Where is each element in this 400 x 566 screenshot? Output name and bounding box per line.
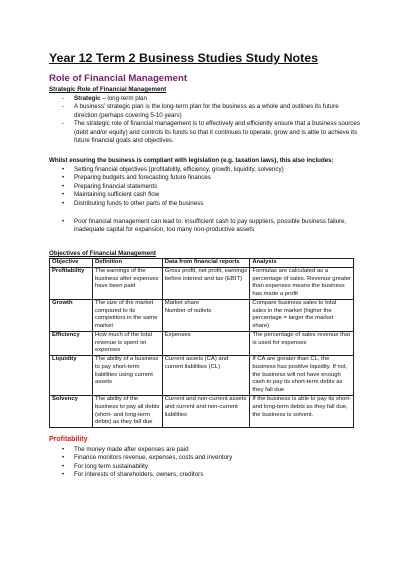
bullet-icon: • bbox=[62, 182, 65, 190]
bullet-icon: • bbox=[62, 446, 65, 453]
list-item-text: Finance monitors revenue, expenses, costs and inventory bbox=[74, 454, 233, 462]
page-title: Year 12 Term 2 Business Studies Study Notes bbox=[49, 51, 319, 65]
list-item-text: For interests of shareholders, owners, creditors bbox=[74, 471, 204, 479]
list-item-text: Preparing budgets and forecasting future finances bbox=[74, 174, 211, 182]
table-cell-objective: Profitability bbox=[50, 268, 93, 300]
table-header-row bbox=[50, 259, 354, 268]
bullet-icon: • bbox=[62, 166, 65, 173]
table-cell: The percentage of sales revenue that is used for expenses bbox=[250, 332, 354, 356]
list-item-text: Preparing financial statements bbox=[74, 182, 158, 190]
table-cell: The ability of a business to pay short-term liabilities using current assets bbox=[92, 356, 162, 396]
list-item bbox=[62, 454, 362, 462]
list-item-text: Distributing funds to other parts of the business bbox=[74, 199, 204, 207]
dash-marker: - bbox=[62, 120, 65, 128]
list-item-text: Maintaining sufficient cash flow bbox=[74, 191, 160, 199]
objectives-heading: Objectives of Financial Management bbox=[49, 250, 156, 257]
dash-marker: - bbox=[62, 95, 65, 102]
dash-marker: - bbox=[62, 103, 65, 111]
bullet-icon: • bbox=[62, 174, 65, 182]
table-cell: Current and non-current assets and current and non-current liabilities bbox=[162, 396, 250, 428]
list-item-text: Setting financial objectives (profitability, efficiency, growth, liquidity, solvency) bbox=[74, 166, 284, 173]
table-cell-objective: Solvency bbox=[50, 396, 93, 428]
table-cell: Compare business sales to total sales in the market (higher the percentage = larger the market share) bbox=[250, 300, 354, 332]
list-item bbox=[62, 446, 362, 454]
table-cell: Current assets (CA) and current liabilities (CL) bbox=[162, 356, 250, 396]
poor-management-note bbox=[62, 218, 362, 235]
list-item-text: The money made after expenses are paid bbox=[74, 446, 189, 453]
table-header-cell: Objective bbox=[50, 259, 93, 268]
list-item-text: – long-term plan bbox=[100, 95, 147, 102]
role-heading: Role of Financial Management bbox=[49, 73, 188, 84]
table-header-cell: Analysis bbox=[250, 259, 354, 268]
table-cell: If the business is able to pay its short- and long-term debts as they fall due, the business is solvent. bbox=[250, 396, 354, 428]
compliance-heading: Whilst ensuring the business is compliant with legislation (e.g. taxation laws), this also includes: bbox=[49, 157, 334, 164]
table-cell: Market share Number of outlets bbox=[162, 300, 250, 332]
list-item bbox=[62, 218, 362, 235]
table-cell: Gross profit, net profit, earnings before interest and tax (EBIT) bbox=[162, 268, 250, 300]
list-item bbox=[62, 471, 362, 479]
table-cell: If CA are greater than CL, the business has positive liquidity. If not, the business will not have enough cash to pay its short-term debts as they fall due bbox=[250, 356, 354, 396]
compliance-list bbox=[62, 166, 362, 208]
list-item bbox=[62, 183, 362, 191]
bullet-icon: • bbox=[62, 462, 65, 470]
list-item-text: The strategic role of financial management is to effectively and efficiently ensure that a business sources (debt and/or equity) and controls its funds so that it continues to operate, grow and is able to achieve its future financial goals and objectives. bbox=[74, 120, 360, 145]
table-header-cell: Definition bbox=[92, 259, 162, 268]
table-row bbox=[50, 268, 354, 300]
table-header-cell: Data from financial reports bbox=[162, 259, 250, 268]
list-item bbox=[62, 95, 362, 103]
bullet-icon: • bbox=[62, 199, 65, 207]
list-item bbox=[62, 120, 362, 145]
table-cell: The size of the market compared to its competitors in the same market bbox=[92, 300, 162, 332]
table-cell-objective: Efficiency bbox=[50, 332, 93, 356]
strategic-subheading: Strategic Role of Financial Management bbox=[49, 86, 167, 93]
list-item bbox=[62, 463, 362, 471]
table-row bbox=[50, 356, 354, 396]
list-item-bold: Strategic bbox=[74, 95, 101, 102]
table-row bbox=[50, 300, 354, 332]
table-cell: How much of the total revenue is spent on expenses bbox=[92, 332, 162, 356]
bullet-icon: • bbox=[62, 218, 65, 225]
table-cell: The ability of the business to pay all debts (short- and long-term debts) as they fall due bbox=[92, 396, 162, 428]
table-cell: The earnings of the business after expenses have been paid bbox=[92, 268, 162, 300]
list-item bbox=[62, 103, 362, 120]
table-cell: Formulas are calculated as a percentage of sales. Revenue greater than expenses means the business has made a profit bbox=[250, 268, 354, 300]
list-item-text: Poor financial management can lead to: insufficient cash to pay suppliers, possible business failure, inadequate capital for expansion, too many non-productive assets bbox=[74, 218, 347, 234]
list-item-text: For long term sustainability bbox=[74, 462, 148, 470]
table-row bbox=[50, 332, 354, 356]
list-item bbox=[62, 166, 362, 174]
table-row bbox=[50, 396, 354, 428]
objectives-table bbox=[49, 258, 354, 428]
list-item bbox=[62, 174, 362, 182]
list-item bbox=[62, 191, 362, 199]
list-item-text: A business' strategic plan is the long-term plan for the business as a whole and outlines its future direction (perhaps covering 5-10 years) bbox=[74, 103, 339, 119]
bullet-icon: • bbox=[62, 471, 65, 479]
table-cell-objective: Liquidity bbox=[50, 356, 93, 396]
table-cell: Expenses bbox=[162, 332, 250, 356]
strategic-list bbox=[62, 95, 362, 145]
bullet-icon: • bbox=[62, 454, 65, 462]
bullet-icon: • bbox=[62, 191, 65, 199]
profitability-heading: Profitability bbox=[49, 436, 88, 443]
profitability-list bbox=[62, 446, 362, 480]
list-item bbox=[62, 200, 362, 208]
table-cell-objective: Growth bbox=[50, 300, 93, 332]
